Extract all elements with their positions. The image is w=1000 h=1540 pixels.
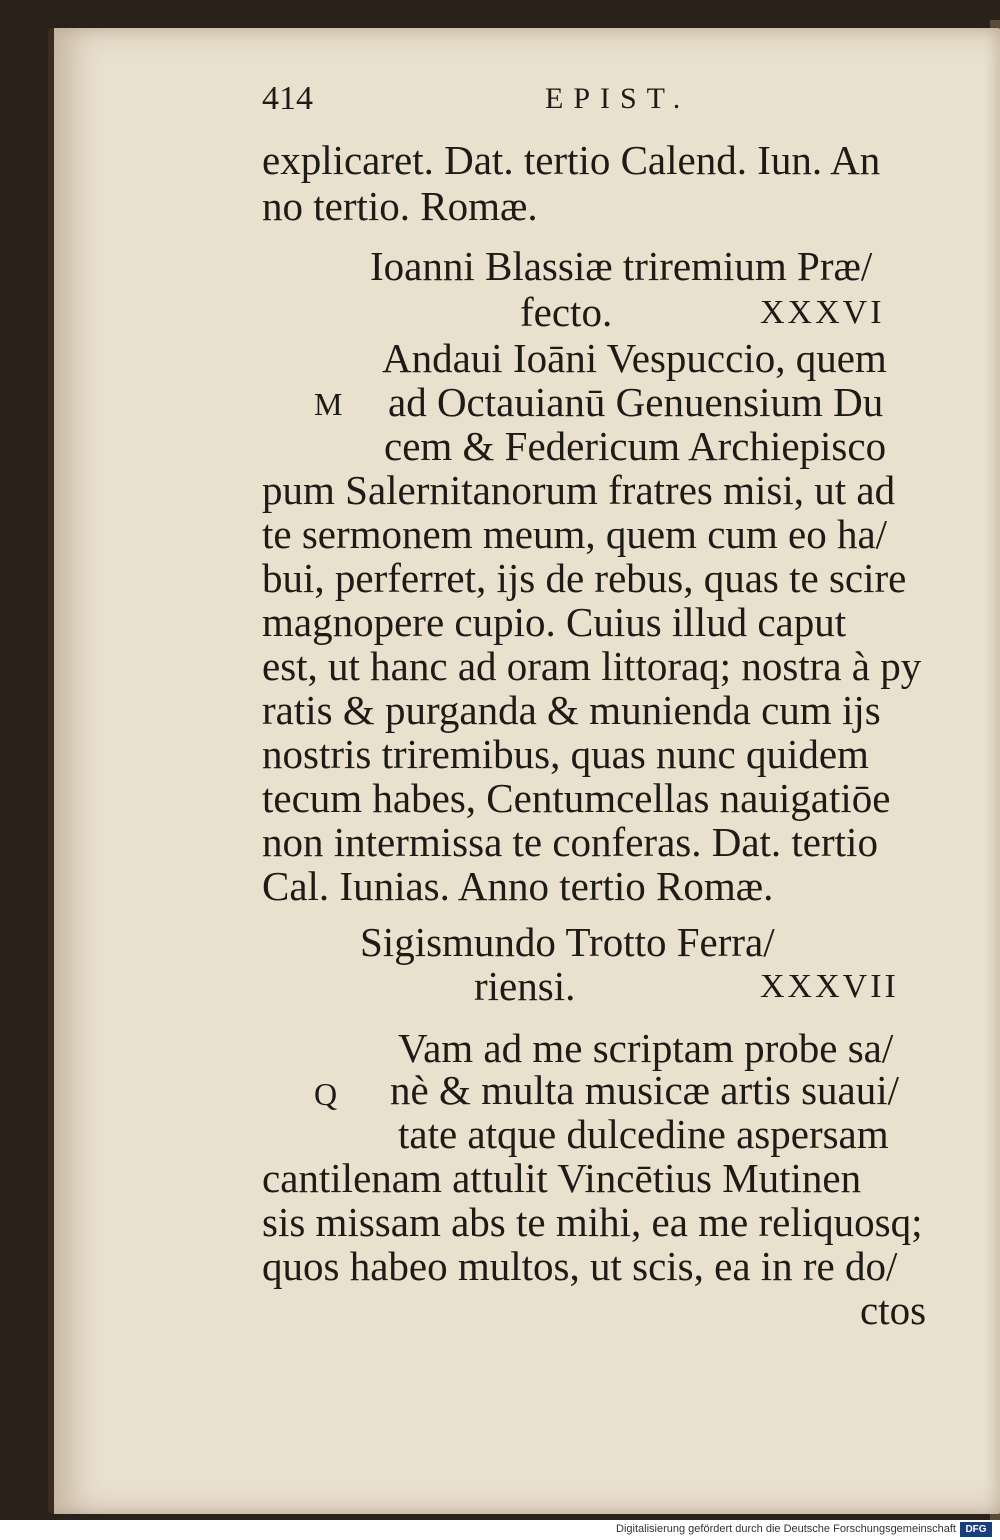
text-line: bui, perferret, ijs de rebus, quas te scire	[262, 555, 907, 601]
text-line: magnopere cupio. Cuius illud caput	[262, 599, 847, 645]
text-line: Vam ad me scriptam probe sa/	[398, 1025, 894, 1071]
text-line: explicaret. Dat. tertio Calend. Iun. An	[262, 137, 881, 183]
text-line: Andaui Ioāni Vespuccio, quem	[382, 335, 887, 381]
text-line: nostris triremibus, quas nunc quidem	[262, 731, 869, 777]
letter-heading: fecto.	[520, 289, 613, 335]
running-title: EPIST.	[545, 82, 691, 115]
letter-numeral: XXXVI	[760, 294, 885, 331]
text-line: pum Salernitanorum fratres misi, ut ad	[262, 467, 896, 513]
letter-heading: Ioanni Blassiæ triremium Præ/	[370, 243, 873, 289]
drop-initial: Q	[314, 1076, 338, 1112]
text-line: no tertio. Romæ.	[262, 183, 538, 229]
text-line: quos habeo multos, ut scis, ea in re do/	[262, 1243, 898, 1289]
text-line: Cal. Iunias. Anno tertio Romæ.	[262, 863, 774, 909]
letter-heading: Sigismundo Trotto Ferra/	[360, 919, 775, 965]
text-line: non intermissa te conferas. Dat. tertio	[262, 819, 878, 865]
text-line: tate atque dulcedine aspersam	[398, 1111, 889, 1157]
page-number: 414	[262, 80, 313, 117]
letter-heading: riensi.	[474, 963, 576, 1009]
footer-bar	[0, 1520, 1000, 1540]
letter-numeral: XXXVII	[760, 968, 899, 1005]
drop-initial: M	[314, 386, 343, 422]
text-line: te sermonem meum, quem cum eo ha/	[262, 511, 888, 557]
text-line: cem & Federicum Archiepisco	[384, 423, 887, 469]
text-line: ratis & purganda & munienda cum ijs	[262, 687, 881, 733]
text-line: nè & multa musicæ artis suaui/	[390, 1067, 900, 1113]
text-line: sis missam abs te mihi, ea me reliquosq;	[262, 1199, 923, 1245]
text-line: cantilenam attulit Vincētius Mutinen	[262, 1155, 862, 1201]
text-line: tecum habes, Centumcellas nauigatiōe	[262, 775, 891, 821]
text-line: ad Octauianū Genuensium Du	[388, 379, 884, 425]
footer-credit: Digitalisierung gefördert durch die Deutsche Forschungsgemeinschaft	[616, 1523, 956, 1535]
catchword: ctos	[860, 1287, 927, 1333]
text-line: est, ut hanc ad oram littoraq; nostra à py	[262, 643, 922, 689]
dfg-logo: DFG	[960, 1522, 992, 1537]
